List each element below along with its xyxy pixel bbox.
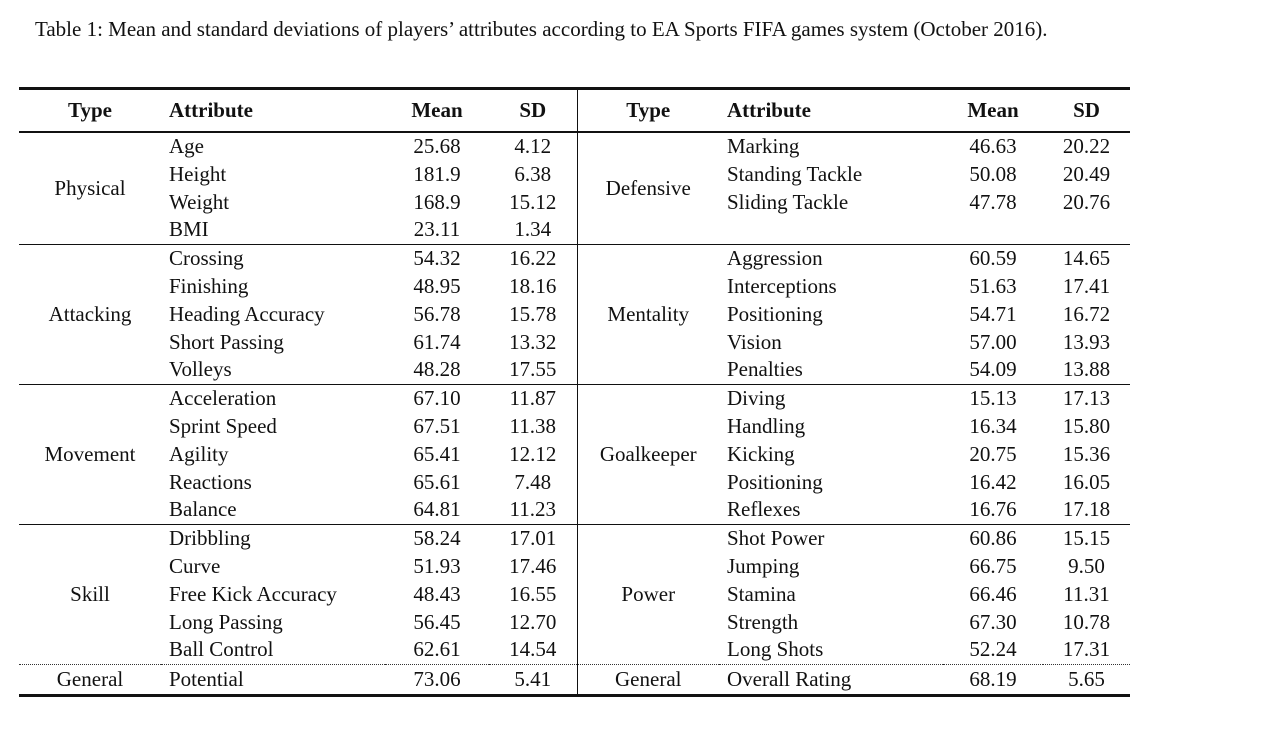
attribute-right: Aggression <box>727 246 823 271</box>
sd-left: 12.70 <box>509 609 557 634</box>
attribute-right: Vision <box>727 329 782 354</box>
mean-left: 23.11 <box>413 217 461 242</box>
sd-right: 20.49 <box>1062 161 1111 186</box>
table-row <box>19 132 1130 161</box>
sd-left: 15.78 <box>509 301 557 326</box>
mean-right: 16.42 <box>969 469 1017 494</box>
table-row <box>19 525 1130 553</box>
header-sd-left: SD <box>519 98 547 122</box>
sd-left: 17.01 <box>509 526 557 551</box>
sd-left: 5.41 <box>514 667 552 692</box>
header-attribute-left: Attribute <box>169 98 253 122</box>
mean-right: 66.75 <box>969 553 1017 578</box>
type-label-left: General <box>56 667 124 692</box>
attribute-right: Standing Tackle <box>727 161 863 186</box>
mean-left: 54.32 <box>413 246 461 271</box>
table-row <box>19 636 1130 664</box>
attribute-right: Strength <box>727 609 799 634</box>
mean-right: 60.59 <box>969 246 1017 271</box>
table-row <box>19 273 1130 301</box>
attribute-right: Stamina <box>727 581 796 606</box>
mean-left: 51.93 <box>413 553 461 578</box>
type-label-right: Mentality <box>577 245 719 385</box>
table-row <box>19 161 1130 189</box>
attribute-left: Reactions <box>169 469 252 494</box>
mean-right: 16.34 <box>969 413 1017 438</box>
attribute-right <box>719 216 943 244</box>
table-caption: Table 1: Mean and standard deviations of players’ attributes according to EA Sports FIFA games system (October 2016). <box>35 17 1048 41</box>
attribute-right: Overall Rating <box>727 667 852 692</box>
attribute-left: Sprint Speed <box>169 413 277 438</box>
sd-right: 10.78 <box>1062 609 1111 634</box>
mean-right: 68.19 <box>969 667 1017 692</box>
mean-left: 65.41 <box>413 441 461 466</box>
table-row <box>19 665 1130 696</box>
table-row <box>19 469 1130 497</box>
sd-left: 16.22 <box>509 246 557 271</box>
mean-left: 48.95 <box>413 273 461 298</box>
attribute-left: Agility <box>169 441 229 466</box>
attribute-left: Volleys <box>169 357 232 382</box>
header-mean-right: Mean <box>967 98 1019 122</box>
sd-right: 17.31 <box>1062 637 1111 662</box>
header-row <box>19 89 1130 133</box>
header-mean-left: Mean <box>411 98 463 122</box>
mean-right: 60.86 <box>969 526 1017 551</box>
attribute-right: Handling <box>727 413 806 438</box>
table-row <box>19 553 1130 581</box>
sd-right: 20.22 <box>1062 134 1111 158</box>
attribute-group <box>19 245 1130 385</box>
sd-left: 6.38 <box>514 161 552 186</box>
table-row <box>19 385 1130 413</box>
attribute-right: Shot Power <box>727 526 825 551</box>
mean-right: 67.30 <box>969 609 1017 634</box>
type-label-left: Physical <box>54 175 126 200</box>
header-sd-right: SD <box>1073 98 1100 122</box>
table-row <box>19 609 1130 637</box>
sd-right: 15.15 <box>1062 526 1111 551</box>
sd-right: 17.18 <box>1062 497 1111 522</box>
attribute-right: Positioning <box>727 469 823 494</box>
sd-left: 17.55 <box>509 357 557 382</box>
mean-right: 51.63 <box>969 273 1017 298</box>
sd-right: 9.50 <box>1068 553 1105 578</box>
attribute-left: Free Kick Accuracy <box>169 581 337 606</box>
table-row <box>19 245 1130 273</box>
attribute-left: Finishing <box>169 273 249 298</box>
sd-right: 5.65 <box>1068 667 1105 692</box>
mean-left: 181.9 <box>413 161 461 186</box>
mean-right: 15.13 <box>969 386 1017 411</box>
header-type-right: Type <box>577 89 719 133</box>
table-row <box>19 301 1130 329</box>
sd-left: 17.46 <box>509 553 557 578</box>
mean-left: 56.45 <box>413 609 461 634</box>
type-label-right: Power <box>577 525 719 665</box>
mean-right: 46.63 <box>969 134 1017 158</box>
mean-left: 65.61 <box>413 469 461 494</box>
attribute-right: Sliding Tackle <box>727 189 849 214</box>
sd-left: 16.55 <box>509 581 557 606</box>
mean-right: 20.75 <box>969 441 1017 466</box>
mean-left: 62.61 <box>413 637 461 662</box>
table-row <box>19 356 1130 384</box>
attribute-left: Weight <box>169 189 230 214</box>
attribute-left: Balance <box>169 497 237 522</box>
type-label-left: Movement <box>44 441 136 466</box>
attribute-left: Height <box>169 161 227 186</box>
sd-left: 11.87 <box>509 386 556 411</box>
mean-left: 48.28 <box>413 357 461 382</box>
attribute-right: Long Shots <box>727 637 824 662</box>
table-row <box>19 189 1130 217</box>
mean-left: 61.74 <box>413 329 461 354</box>
mean-left: 73.06 <box>413 667 461 692</box>
sd-right: 13.88 <box>1062 357 1111 382</box>
table-row <box>19 441 1130 469</box>
mean-right: 66.46 <box>969 581 1017 606</box>
table-row <box>19 413 1130 441</box>
general-group <box>19 665 1130 696</box>
attribute-left: Acceleration <box>169 386 277 411</box>
attribute-right: Penalties <box>727 357 803 382</box>
mean-left: 48.43 <box>413 581 461 606</box>
mean-right: 54.09 <box>969 357 1017 382</box>
type-label-left: Skill <box>70 581 110 606</box>
table-header <box>19 89 1130 133</box>
sd-left: 11.38 <box>509 413 556 438</box>
attributes-table <box>19 87 1130 697</box>
sd-right: 13.93 <box>1062 329 1111 354</box>
attribute-left: Dribbling <box>169 526 251 551</box>
attribute-left: Long Passing <box>169 609 283 634</box>
mean-right: 52.24 <box>969 637 1017 662</box>
mean-left: 67.51 <box>413 413 461 438</box>
mean-left: 58.24 <box>413 526 461 551</box>
sd-left: 14.54 <box>509 637 557 662</box>
sd-left: 15.12 <box>509 189 557 214</box>
attribute-right: Positioning <box>727 301 823 326</box>
table-row <box>19 216 1130 244</box>
mean-right: 57.00 <box>969 329 1017 354</box>
sd-right: 16.72 <box>1062 301 1111 326</box>
mean-right: 16.76 <box>969 497 1017 522</box>
sd-right <box>1043 216 1130 244</box>
header-type-left: Type <box>68 98 112 122</box>
mean-right <box>943 216 1043 244</box>
table-row <box>19 581 1130 609</box>
sd-right: 15.36 <box>1062 441 1111 466</box>
table-row <box>19 496 1130 524</box>
attribute-group <box>19 525 1130 665</box>
sd-left: 1.34 <box>514 217 552 242</box>
mean-left: 168.9 <box>413 189 461 214</box>
sd-right: 20.76 <box>1062 189 1111 214</box>
mean-right: 47.78 <box>969 189 1017 214</box>
sd-right: 17.13 <box>1062 386 1111 411</box>
table-row <box>19 329 1130 357</box>
mean-left: 25.68 <box>413 134 461 158</box>
sd-right: 11.31 <box>1063 581 1110 606</box>
type-label-left: Attacking <box>48 301 132 326</box>
attribute-right: Reflexes <box>727 497 801 522</box>
mean-left: 64.81 <box>413 497 461 522</box>
attribute-right: Jumping <box>727 553 800 578</box>
attribute-left: Heading Accuracy <box>169 301 325 326</box>
attribute-right: Marking <box>727 134 800 158</box>
sd-right: 17.41 <box>1062 273 1111 298</box>
attribute-left: Age <box>169 134 204 158</box>
type-label-right: General <box>577 665 719 696</box>
mean-left: 67.10 <box>413 386 461 411</box>
attribute-right: Interceptions <box>727 273 837 298</box>
mean-right: 50.08 <box>969 161 1017 186</box>
mean-left: 56.78 <box>413 301 461 326</box>
attribute-left: Crossing <box>169 246 244 271</box>
type-label-right: Defensive <box>577 132 719 245</box>
attribute-left: Curve <box>169 553 221 578</box>
attribute-right: Diving <box>727 386 786 411</box>
type-label-right: Goalkeeper <box>577 385 719 525</box>
sd-right: 15.80 <box>1062 413 1111 438</box>
attribute-left: Ball Control <box>169 637 274 662</box>
attribute-left: BMI <box>169 217 209 242</box>
attribute-left: Potential <box>169 667 244 692</box>
sd-left: 4.12 <box>514 134 552 158</box>
mean-right: 54.71 <box>969 301 1017 326</box>
sd-left: 13.32 <box>509 329 557 354</box>
header-attribute-right: Attribute <box>727 98 811 122</box>
attribute-group <box>19 385 1130 525</box>
attribute-group <box>19 132 1130 245</box>
sd-left: 7.48 <box>514 469 552 494</box>
attribute-left: Short Passing <box>169 329 284 354</box>
sd-left: 12.12 <box>509 441 557 466</box>
sd-left: 18.16 <box>509 273 557 298</box>
sd-right: 16.05 <box>1062 469 1111 494</box>
sd-left: 11.23 <box>509 497 556 522</box>
attribute-right: Kicking <box>727 441 795 466</box>
sd-right: 14.65 <box>1062 246 1111 271</box>
